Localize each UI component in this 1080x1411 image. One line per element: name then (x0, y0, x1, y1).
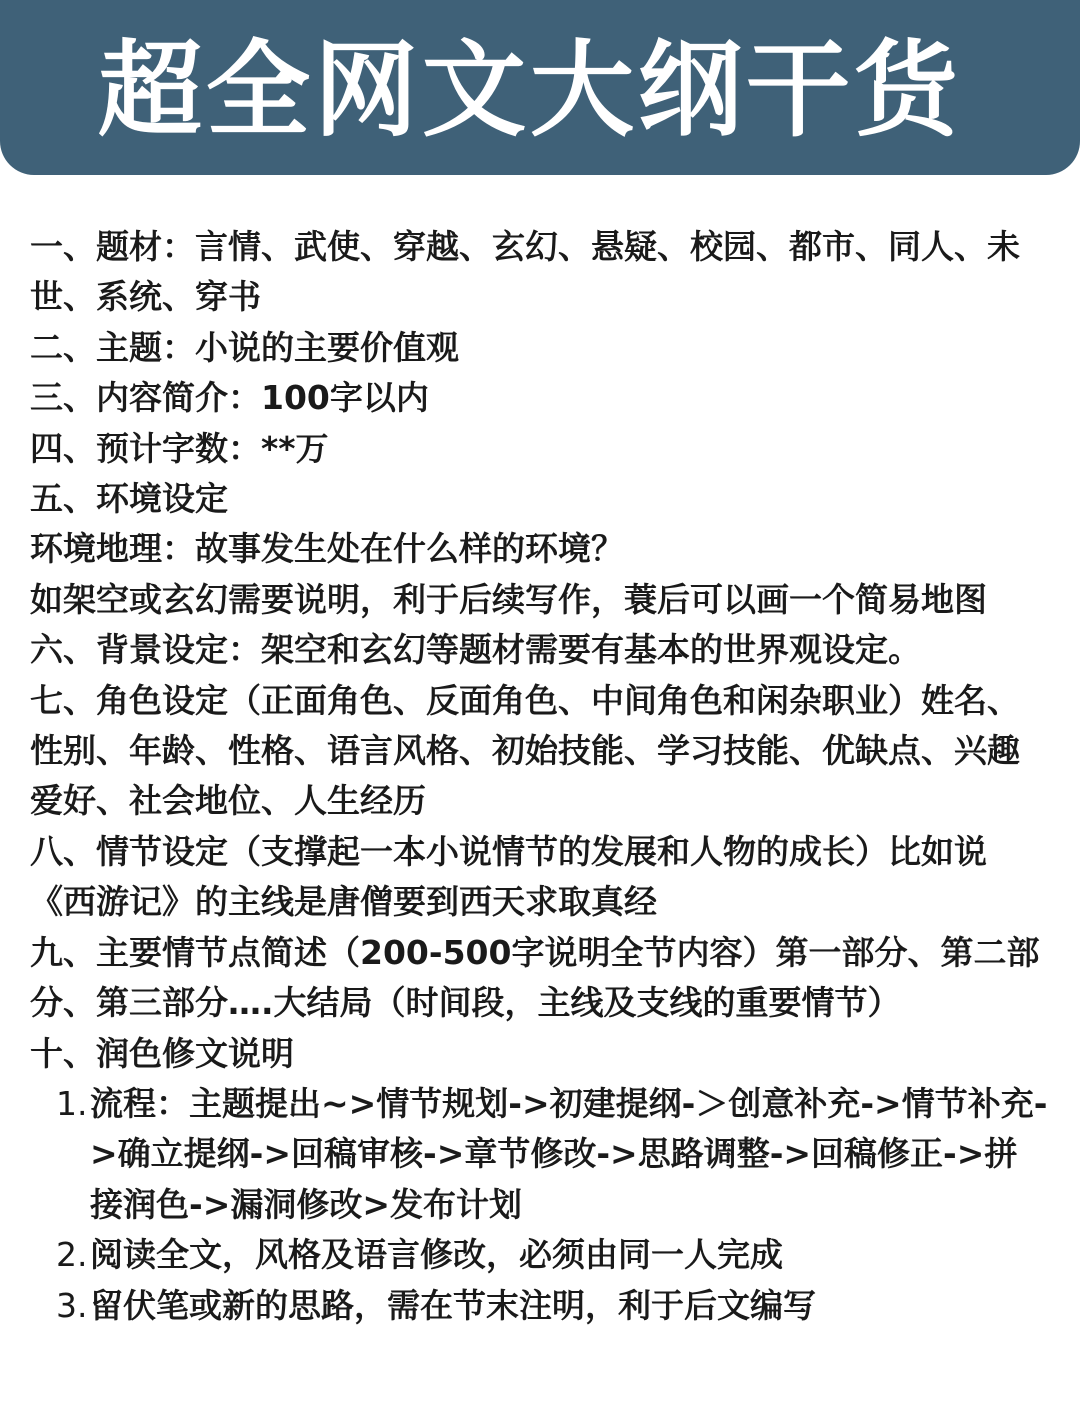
section-background: 六、背景设定：架空和玄幻等题材需要有基本的世界观设定。 (30, 630, 921, 670)
list-item (30, 1230, 1050, 1280)
polishing-steps-list (30, 1079, 1050, 1331)
environment-note: 如架空或玄幻需要说明，利于后续写作，蓑后可以画一个简易地图 (30, 579, 987, 619)
environment-geography: 环境地理：故事发生处在什么样的环境？ (30, 529, 624, 569)
outline-content (30, 222, 1050, 1331)
title-banner (0, 0, 1080, 175)
list-item-text: 阅读全文，风格及语言修改，必须由同一人完成 (90, 1235, 783, 1275)
list-item (30, 1281, 1050, 1331)
section-plot: 八、情节设定（支撑起一本小说情节的发展和人物的成长）比如说《西游记》的主线是唐僧要到西天求取真经 (30, 831, 987, 922)
section-theme-genre: 一、题材：言情、武使、穿越、玄幻、悬疑、校园、都市、同人、未世、系统、穿书 (30, 227, 1020, 317)
page-title: 超全网文大纲干货 (97, 29, 962, 151)
list-item (30, 1079, 1050, 1230)
list-item-number: 3. (56, 1285, 88, 1325)
section-plot-points: 九、主要情节点简述（200-500字说明全节内容）第一部分、第二部分、第三部分….大结局（时间段，主线及支线的重要情节） (30, 932, 1040, 1023)
section-word-count: 四、预计字数：**万 (30, 428, 329, 468)
section-characters: 七、角色设定（正面角色、反面角色、中间角色和闲杂职业）姓名、性别、年龄、性格、语言风格、初始技能、学习技能、优缺点、兴趣爱好、社会地位、人生经历 (30, 680, 1020, 821)
list-item-number: 2. (56, 1235, 88, 1275)
list-item-text: 留伏笔或新的思路，需在节末注明，利于后文编写 (90, 1285, 816, 1325)
list-item-number: 1. (56, 1083, 88, 1123)
section-synopsis: 三、内容简介：100字以内 (30, 378, 429, 418)
list-item-text: 流程：主题提出~>情节规划->初建提纲-＞创意补充->情节补充->确立提纲->回稿审核->章节修改->思路调整->回稿修正->拼接润色->漏洞修改>发布计划 (90, 1083, 1048, 1224)
section-polishing: 十、润色修文说明 (30, 1033, 294, 1073)
section-theme: 二、主题：小说的主要价值观 (30, 327, 459, 367)
section-environment: 五、环境设定 (30, 479, 228, 519)
